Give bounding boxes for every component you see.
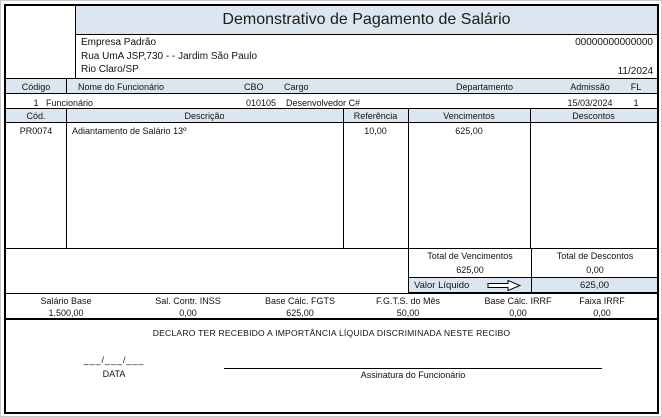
employee-cbo: 010105 (246, 98, 277, 108)
right-arrow-icon (487, 280, 521, 291)
net-value-row (408, 278, 657, 293)
col-departamento: Departamento (456, 82, 514, 92)
col-cbo: CBO (244, 82, 264, 92)
col-referencia: Referência (353, 111, 398, 121)
footer-value: 625,00 (286, 308, 314, 318)
item-referencia: 10,00 (364, 126, 387, 136)
total-descontos-label: Total de Descontos (556, 251, 634, 261)
signature-block (224, 351, 602, 382)
divider (531, 278, 532, 293)
col-cargo: Cargo (284, 82, 309, 92)
date-block (68, 351, 160, 380)
col-admissao: Admissão (570, 82, 610, 92)
employee-cargo: Desenvolvedor C# (286, 98, 361, 108)
company-document-number: 00000000000000 (575, 37, 653, 48)
employee-nome: Funcionário (46, 98, 94, 108)
total-descontos (531, 249, 658, 277)
reference-period: 11/2024 (617, 66, 653, 77)
declaration-text: DECLARO TER RECEBIDO A IMPORTÂNCIA LÍQUIDA DISCRIMINADA NESTE RECIBO (152, 328, 511, 338)
item-row (6, 125, 657, 137)
footer-label: Salário Base (40, 296, 92, 306)
page-title: Demonstrativo de Pagamento de Salário (76, 6, 657, 35)
company-city: Rio Claro/SP (81, 64, 139, 75)
date-label: DATA (102, 369, 126, 379)
employee-fl: 1 (633, 98, 639, 108)
net-value-label: Valor Líquido (414, 280, 470, 291)
col-vencimentos: Vencimentos (443, 111, 495, 121)
footer-value: 0,00 (179, 308, 197, 318)
col-nome: Nome do Funcionário (78, 82, 165, 92)
employee-admissao: 15/03/2024 (567, 98, 613, 108)
footer-col-salario-base (12, 294, 120, 319)
signature-line (224, 351, 602, 369)
date-blank: ___/___/___ (83, 355, 145, 365)
footer-label: F.G.T.S. do Mês (375, 296, 441, 306)
footer-col-fgts-mes (354, 294, 462, 319)
footer-label: Base Cálc. IRRF (484, 296, 552, 306)
bases-footer (6, 293, 657, 320)
col-descricao: Descrição (184, 111, 225, 121)
company-info-box (76, 36, 657, 78)
footer-label: Faixa IRRF (579, 296, 625, 306)
footer-value: 50,00 (396, 308, 420, 318)
footer-label: Sal. Contr. INSS (155, 296, 221, 306)
item-cod: PR0074 (19, 126, 53, 136)
net-value-amount: 625,00 (579, 280, 610, 291)
employee-codigo: 1 (33, 98, 39, 108)
employee-row (6, 95, 657, 108)
footer-col-inss (134, 294, 242, 319)
divider (66, 78, 67, 94)
col-descontos: Descontos (572, 111, 615, 121)
total-descontos-value: 0,00 (586, 265, 604, 275)
footer-value: 1.500,00 (48, 308, 84, 318)
logo-box (6, 6, 76, 78)
total-vencimentos (409, 249, 531, 277)
footer-col-fgts-base (246, 294, 354, 319)
company-name: Empresa Padrão (81, 37, 157, 48)
footer-label: Base Cálc. FGTS (264, 296, 336, 306)
payslip-document (4, 4, 659, 414)
item-descricao: Adiantamento de Salário 13º (72, 126, 187, 136)
col-cod: Cód. (26, 111, 46, 121)
employee-header-row (6, 78, 657, 94)
totals-box (408, 248, 657, 278)
footer-value: 0,00 (509, 308, 527, 318)
items-header-row (6, 108, 657, 123)
item-vencimentos: 625,00 (455, 126, 483, 136)
signature-label: Assinatura do Funcionário (360, 370, 466, 380)
total-vencimentos-label: Total de Vencimentos (427, 251, 513, 261)
col-codigo: Código (21, 82, 51, 92)
col-fl: FL (630, 82, 642, 92)
total-vencimentos-value: 625,00 (456, 265, 484, 275)
footer-col-irrf-faixa (548, 294, 656, 319)
company-address: Rua UmA JSP,730 - - Jardim São Paulo (81, 50, 258, 62)
footer-value: 0,00 (593, 308, 611, 318)
